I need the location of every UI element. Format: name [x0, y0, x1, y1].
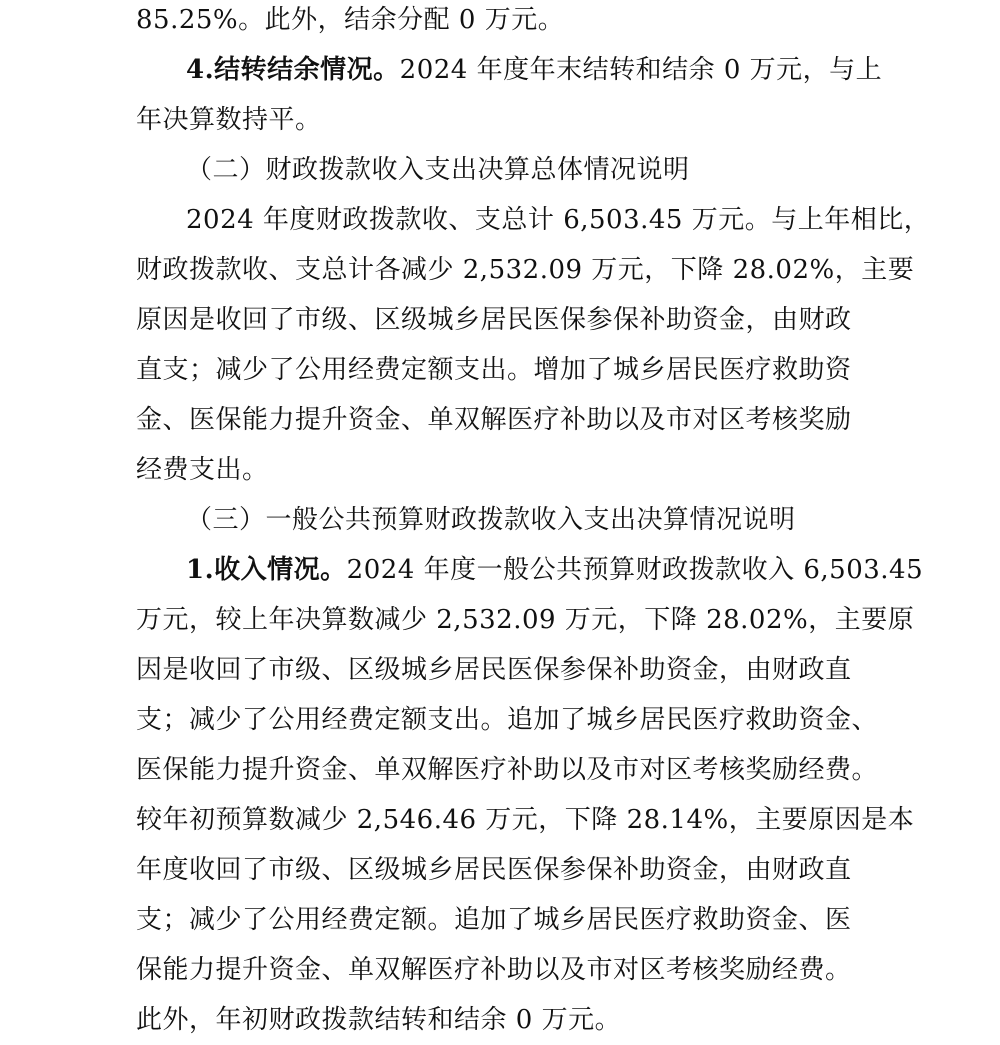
section-heading: 4.结转结余情况。: [186, 55, 400, 85]
line-text: 85.25%。此外，结余分配 0 万元。: [136, 5, 565, 35]
line-text: 2024 年度一般公共预算财政拨款收入 6,503.45: [346, 555, 924, 585]
line-text: 2024 年度财政拨款收、支总计 6,503.45 万元。与上年相比，: [186, 205, 931, 235]
section-heading: 1.收入情况。: [186, 555, 347, 585]
text-line: [0, 745, 1000, 795]
line-text: 年度收回了市级、区级城乡居民医保参保补助资金，由财政直: [136, 855, 852, 885]
line-text: 经费支出。: [136, 455, 269, 485]
line-text: 2024 年度年末结转和结余 0 万元，与上: [399, 55, 883, 85]
text-line: [0, 195, 1000, 245]
line-text: 保能力提升资金、单双解医疗补助以及市对区考核奖励经费。: [136, 955, 852, 985]
line-text: 直支；减少了公用经费定额支出。增加了城乡居民医疗救助资: [136, 355, 852, 385]
text-line: [0, 545, 1000, 595]
line-text: 金、医保能力提升资金、单双解医疗补助以及市对区考核奖励: [136, 405, 852, 435]
line-text: 支；减少了公用经费定额。追加了城乡居民医疗救助资金、医: [136, 905, 852, 935]
text-line: [0, 845, 1000, 895]
text-line: [0, 395, 1000, 445]
line-text: 较年初预算数减少 2,546.46 万元，下降 28.14%，主要原因是本: [136, 805, 915, 835]
text-line: [0, 895, 1000, 945]
text-line: [0, 345, 1000, 395]
text-line: [0, 595, 1000, 645]
text-line: [0, 645, 1000, 695]
line-text: 财政拨款收、支总计各减少 2,532.09 万元，下降 28.02%，主要: [136, 255, 915, 285]
text-line: [0, 995, 1000, 1045]
subsection-heading: [0, 145, 1000, 195]
line-text: 因是收回了市级、区级城乡居民医保参保补助资金，由财政直: [136, 655, 852, 685]
text-line: [0, 295, 1000, 345]
text-line: [0, 245, 1000, 295]
text-line: [0, 695, 1000, 745]
text-line: [0, 795, 1000, 845]
line-text: 支；减少了公用经费定额支出。追加了城乡居民医疗救助资金、: [136, 705, 879, 735]
line-text: 万元，较上年决算数减少 2,532.09 万元，下降 28.02%，主要原: [136, 605, 915, 635]
line-text: 此外，年初财政拨款结转和结余 0 万元。: [136, 1005, 622, 1035]
line-text: （二）财政拨款收入支出决算总体情况说明: [186, 155, 690, 185]
text-line: [0, 445, 1000, 495]
text-line: [0, 45, 1000, 95]
subsection-heading: [0, 495, 1000, 545]
text-line: [0, 945, 1000, 995]
line-text: 年决算数持平。: [136, 105, 322, 135]
line-text: （三）一般公共预算财政拨款收入支出决算情况说明: [186, 505, 796, 535]
text-line: [0, 95, 1000, 145]
text-line: [0, 0, 1000, 45]
line-text: 原因是收回了市级、区级城乡居民医保参保补助资金，由财政: [136, 305, 852, 335]
line-text: 医保能力提升资金、单双解医疗补助以及市对区考核奖励经费。: [136, 755, 879, 785]
